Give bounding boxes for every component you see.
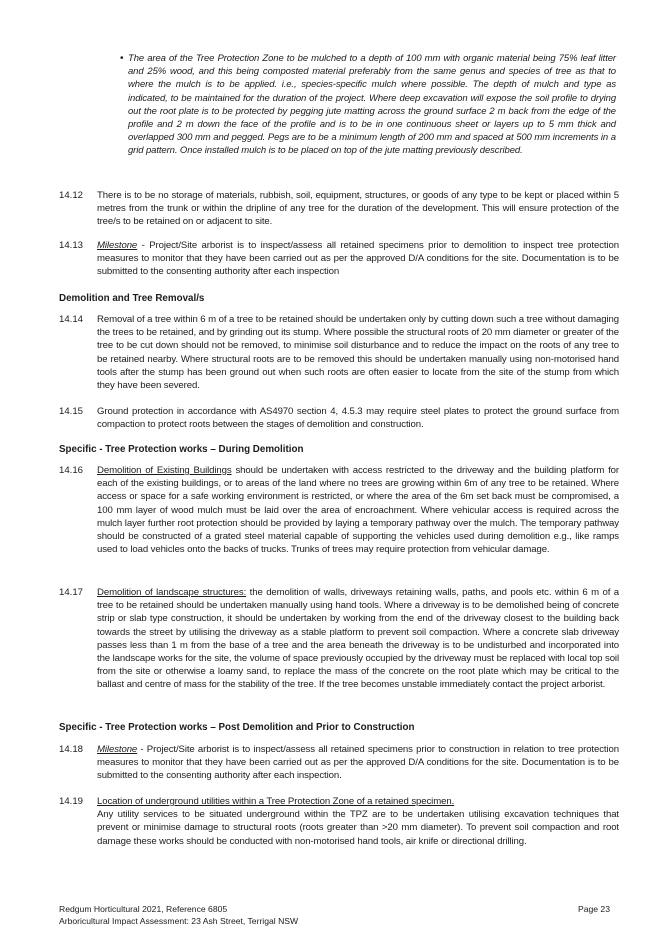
clause-text: - Project/Site arborist is to inspect/assess all retained specimens prior to construction in relation to tree protection measures to monitor that they have been carried out as per the approved D/A conditions for the site. Documentation is to be submitted to the consenting authority after each inspection. — [97, 744, 619, 782]
clause-number: 14.12 — [59, 190, 84, 201]
clause-body — [97, 586, 619, 692]
clause-body — [97, 743, 619, 783]
section-heading-post-demolition: Specific - Tree Protection works – Post Demolition and Prior to Construction — [59, 722, 415, 733]
page-number: Page 23 — [577, 904, 610, 914]
clause-14-14 — [59, 313, 619, 392]
bullet-dot-icon: • — [120, 53, 124, 64]
clause-lead: Milestone — [97, 744, 138, 755]
clause-text: should be undertaken with access restricted to the driveway and the building platform for each of the existing buildings, or to areas of the land where no trees are growing within 6m of any tree to be retained. Where access or space for a safe working environment is restricted, or where the area of the 6m set back must be compromised, a 100 mm layer of wood mulch must be laid over the area of encroachment. Where vehicular access is required across the mulch layer further root protection should be provided by laying a temporary pathway over the mulch. The temporary pathway should be constructed of a grated steel material capable of supporting the vehicles used during demolition e.g., like ramps used to load vehicles onto the backs of trucks. Trunks of trees may require protection from vehicular damage. — [97, 465, 619, 556]
clause-14-16 — [59, 464, 619, 556]
clause-14-19 — [59, 795, 619, 848]
clause-number: 14.13 — [59, 240, 84, 251]
clause-number: 14.14 — [59, 314, 84, 325]
bullet-item-mulch — [120, 52, 616, 158]
clause-number: 14.16 — [59, 465, 84, 476]
clause-14-18 — [59, 743, 619, 783]
clause-number: 14.17 — [59, 587, 84, 598]
clause-number: 14.19 — [59, 796, 84, 807]
clause-14-17 — [59, 586, 619, 692]
clause-lead: Demolition of Existing Buildings — [97, 465, 232, 476]
footer-reference — [59, 904, 298, 927]
section-heading-demolition: Demolition and Tree Removal/s — [59, 293, 205, 304]
clause-text: Removal of a tree within 6 m of a tree to be retained should be undertaken only by cutting down such a tree without damaging the trees to be retained, and by grinding out its stump. Where possible the structural roots of 20 mm diameter or greater of the tree to be cut down should not be removed, to minimise soil disturbance and to reduce the impact on the roots of any tree to be retained nearby. Where structural roots are to be removed this should be undertaken manually using non-motorised hand tools after the stump has been ground out when such roots are often easier to locate from the site of the stump from which they have been severed. — [97, 314, 619, 392]
clause-lead: Demolition of landscape structures: — [97, 587, 247, 598]
clause-lead: Milestone — [97, 240, 138, 251]
bullet-text: The area of the Tree Protection Zone to be mulched to a depth of 100 mm with organic material being 75% leaf litter and 25% wood, and this being composted material preferably from the same genus and species of tree as that to where the mulch is to be applied. i.e., species-specific mulch where possible. The depth of mulch and type as indicated, to be maintained for the duration of the project. Where deep excavation will expose the soil profile to drying out the root plate is to be protected by pegging jute matting across the ground surface 2 m back from the edge of the profile and 2 m down the face of the profile and is to be in one continuous sheet or layers up to 5 mm thick and overlapped 300 mm and pegged. Pegs are to be a minimum length of 200 mm and spaced at 500 mm increments in a grid pattern. Once installed mulch is to be placed on top of the jute matting previously described. — [128, 53, 616, 157]
clause-lead: Location of underground utilities within a Tree Protection Zone of a retained specimen. — [97, 796, 455, 807]
clause-text: Ground protection in accordance with AS4970 section 4, 4.5.3 may require steel plates to protect the ground surface from compaction to protect roots between the stages of demolition and construction. — [97, 406, 619, 431]
clause-text: the demolition of walls, driveways retaining walls, paths, and pools etc. within 6 m of a tree to be retained should be undertaken manually using hand tools. Where a driveway is to be demolished being of concrete strip or slab type construction, it should be undertaken by working from the end of the driveway closest to the building back towards the street by utilising the driveway as a stable platform to prevent soil compaction. Where a concrete slab driveway passes less than 1 m from the base of a tree and the area beneath the driveway is to be undisturbed and incorporated into the landscape works for the site, the volume of space previously occupied by the driveway must be replaced with local top soil from the site or otherwise a loamy sand, to replace the mass of the concrete on the root plate which may be critical to the ballast and centre of mass for the stability of the tree. If the tree becomes unstable immediately contact the project arborist. — [97, 587, 619, 691]
section-heading-during-demolition: Specific - Tree Protection works – During Demolition — [59, 444, 304, 455]
clause-14-13 — [59, 239, 619, 279]
footer-line-2: Arboricultural Impact Assessment: 23 Ash Street, Terrigal NSW — [59, 915, 299, 926]
clause-text: There is to be no storage of materials, rubbish, soil, equipment, structures, or goods of any type to be kept or placed within 5 metres from the trunk or within the dripline of any tree for the duration of the development. This will ensure protection of the tree/s to be retained on or adjacent to site. — [97, 190, 619, 228]
clause-body — [97, 464, 619, 556]
clause-14-12 — [59, 189, 619, 229]
clause-number: 14.18 — [59, 744, 84, 755]
clause-body — [97, 795, 619, 848]
footer-line-1: Redgum Horticultural 2021, Reference 6805 — [59, 904, 228, 914]
clause-14-15 — [59, 405, 619, 431]
clause-body — [97, 239, 619, 279]
clause-number: 14.15 — [59, 406, 84, 417]
clause-text: - Project/Site arborist is to inspect/assess all retained specimens prior to demolition to inspect tree protection measures to monitor that they have been carried out as per the approved D/A conditions for the site. Documentation is to be submitted to the consenting authority after each inspection — [97, 240, 619, 278]
clause-text: Any utility services to be situated underground within the TPZ are to be undertaken utilising excavation techniques that prevent or minimise damage to structural roots (roots greater than >20 mm diameter). To prevent soil compaction and root damage these works should be conducted with non-motorised hand tools, air knife or directional drilling. — [97, 809, 619, 847]
